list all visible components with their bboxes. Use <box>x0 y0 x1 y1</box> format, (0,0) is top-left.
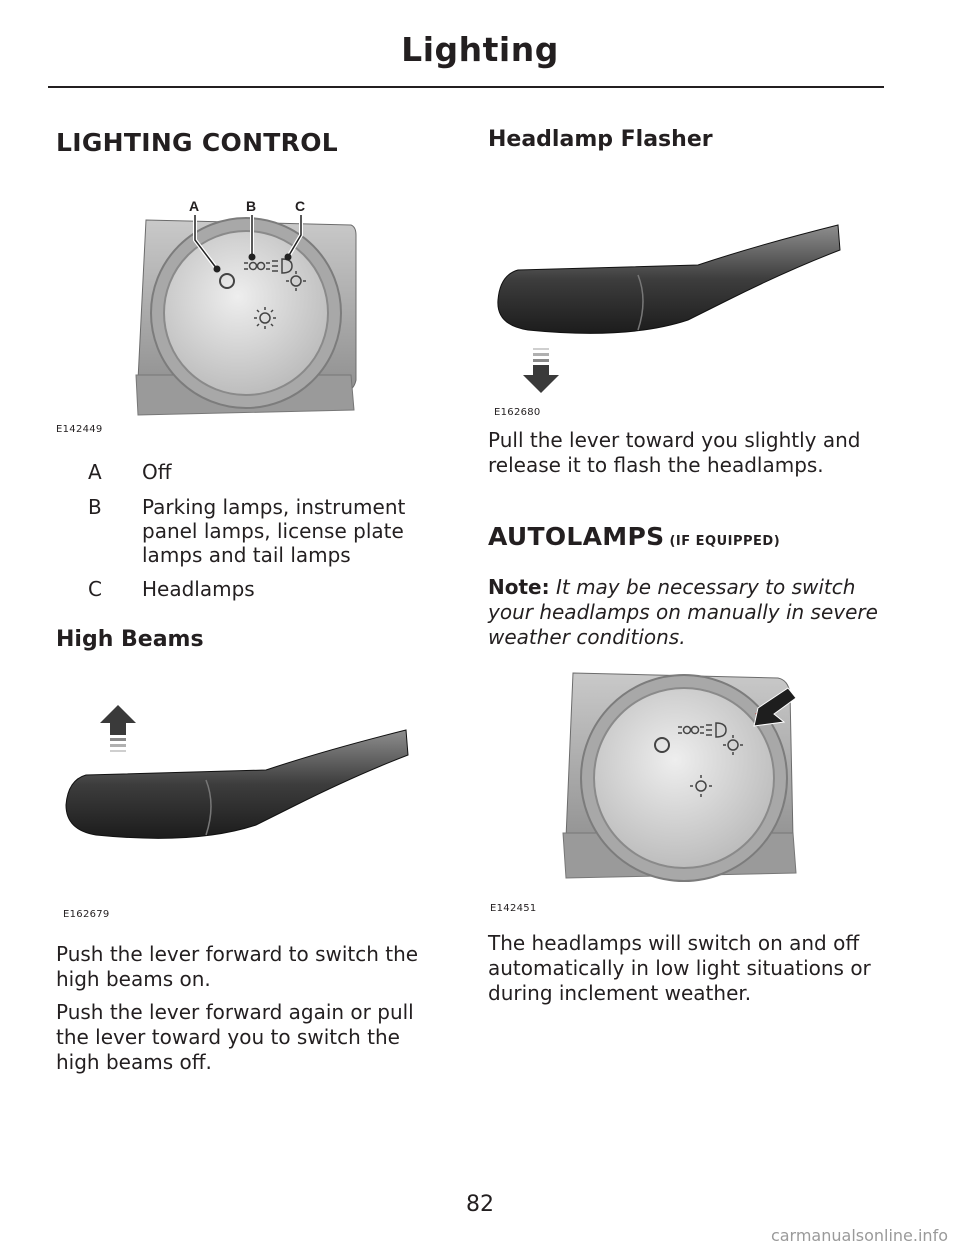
legend-letter-a: A <box>88 460 102 484</box>
flasher-paragraph: Pull the lever toward you slightly and release it to flash the headlamps. <box>488 428 861 477</box>
flasher-lever-figure <box>488 215 848 400</box>
legend-letter-b: B <box>88 495 102 519</box>
high-beams-heading: High Beams <box>56 627 204 652</box>
lighting-control-heading: LIGHTING CONTROL <box>56 128 338 157</box>
callout-a: A <box>189 198 200 214</box>
callout-c: C <box>295 198 306 214</box>
autolamps-heading <box>488 522 780 551</box>
legend-text-b: Parking lamps, instrument panel lamps, license plate lamps and tail lamps <box>142 495 406 567</box>
autolamps-note <box>488 575 888 650</box>
page-title: Lighting <box>401 30 559 69</box>
headlamp-flasher-heading: Headlamp Flasher <box>488 127 713 152</box>
figure-code: E142451 <box>490 903 537 914</box>
page-number: 82 <box>466 1192 494 1217</box>
figure-code: E142449 <box>56 424 103 435</box>
autolamps-title: AUTOLAMPS <box>488 522 665 551</box>
callout-b: B <box>246 198 257 214</box>
legend-text-c: Headlamps <box>142 577 255 601</box>
high-beams-paragraph: Push the lever forward again or pull the lever toward you to switch the high beams off. <box>56 1000 414 1074</box>
legend-text-a: Off <box>142 460 172 484</box>
high-beam-lever-figure <box>56 695 416 895</box>
note-label: Note: <box>488 575 550 599</box>
high-beams-paragraph: Push the lever forward to switch the high beams on. <box>56 942 419 991</box>
figure-code: E162679 <box>63 909 110 920</box>
if-equipped-label: (IF EQUIPPED) <box>669 534 781 549</box>
pull-toward-arrow-icon <box>523 348 559 393</box>
autolamps-switch-figure <box>488 668 848 903</box>
figure-code: E162680 <box>494 407 541 418</box>
header-divider <box>48 86 884 88</box>
autolamps-paragraph: The headlamps will switch on and off automatically in low light situations or during inclement weather. <box>488 931 871 1005</box>
note-text: It may be necessary to switch your headlamps on manually in severe weather conditions. <box>488 575 878 649</box>
lighting-switch-figure <box>56 195 416 435</box>
legend-letter-c: C <box>88 577 102 601</box>
watermark: carmanualsonline.info <box>770 1226 948 1245</box>
push-forward-arrow-icon <box>100 705 136 752</box>
